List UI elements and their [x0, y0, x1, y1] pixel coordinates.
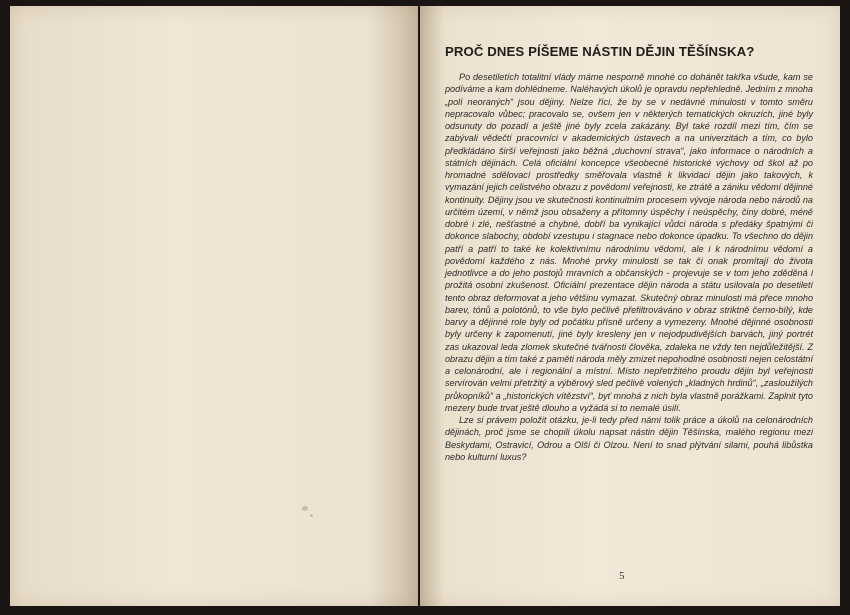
left-page-blank [10, 6, 418, 606]
paragraph-1: Po desetiletích totalitní vlády máme nesporně mnohé co dohánět takřka všude, kam se podíváme a kam dohlédneme. Naléhavých úkolů je opravdu nepřehledně. Jedním z mnoha „polí neoraných“ jsou dějiny. Nelze říci, že by se v nedávné minulosti v tomto směru nepracovalo vůbec; pracovalo se, ovšem jen v některých tematických okruzích, jiné byly odsunuty do pozadí a ještě jiné byly zcela zakázány. Byl také rozdíl mezi tím, čím se zabývali vědečtí pracovníci v akademických ústavech a na univerzitách a tím, co bylo předkládáno širší veřejnosti jako běžná „duchovní strava“, jako informace o národních a státních dějinách. Celá oficiální koncepce všeobecné historické výchovy od škol až po hromadné sdělovací prostředky směřovala vlastně k likvidaci dějin jako takových, k vymazání jejich celistvého obrazu z povědomí veřejnosti, ke ztrátě a zániku vědomí dějinné kontinuity. Dějiny jsou ve skutečnosti kontinuitním procesem vývoje národa nebo národů na určitém území, v němž jsou obsaženy a přítomny úspěchy i neúspěchy, činy dobré, méně dobré i zlé, nešťastné a chybné, dobří ba vynikající vůdci národa s předáky špatnými či dokonce slabochy, období vzestupu i stagnace nebo dokonce úpadku. To všechno do dějin patří a patří to také ke kolektivnímu národnímu vědomí, ale i k národnímu vědomí a povědomí každého z nás. Mnohé prvky minulosti se tak či onak promítají do života jednotlivce a do jeho postojů mravních a občanských - projevuje se v tom jeho zděděná i prožitá osobní zkušenost. Oficiální prezentace dějin národa a státu usilovala po desetiletí tento obraz deformovat a jeho většinu vymazat. Skutečný obraz minulosti má přece mnoho barev, tónů a polotónů, to vše bylo pečlivě přefiltrováváno v obraz striktně černo-bílý, kde barvy a dějinné role byly od počátku přísně určeny a vymezeny. Mnohé dějinné osobnosti byly určeny k zapomenutí, jiné byly kresleny jen v nejodpudivějších barvách, jiný portrét zas ukazoval leda zlomek skutečné tvářnosti člověka, zdaleka ne vždy ten nejdůležitější. Z obrazu dějin a tím také z paměti národa měly zmizet nepohodlné osobnosti nejen celostátní a celonárodní, ale i regionální a místní. Místo nepřetržitého proudu dějin byl veřejnosti servírován velmi přetržitý a výběrový sled pečlivě volených „kladných hrdinů“, „zasloužilých průkopníků“ a „historických vítězství“, byť mnohá z nich byla vlastně porážkami. Zaplnit tyto mezery bude trvat ještě dlouho a vyžádá si to nemalé úsilí. [445, 72, 814, 413]
body-text [445, 71, 813, 463]
page-number: 5 [619, 570, 625, 582]
paper-stain [302, 506, 308, 511]
paragraph-2: Lze si právem položit otázku, je-li tedy před námi tolik práce a úkolů na celonárodních dějinách, proč jsme se chopili úkolu napsat nástin dějin Těšínska, malého regionu mezi Beskydami, Ostravicí, Odrou a Olší či Olzou. Není to snad plýtvání silami, pouhá libůstka nebo kulturní luxus? [445, 415, 813, 462]
chapter-heading: PROČ DNES PÍŠEME NÁSTIN DĚJIN TĚŠÍNSKA? [445, 44, 755, 59]
paper-stain [310, 514, 313, 517]
page-content [445, 44, 813, 463]
right-page [420, 6, 840, 606]
